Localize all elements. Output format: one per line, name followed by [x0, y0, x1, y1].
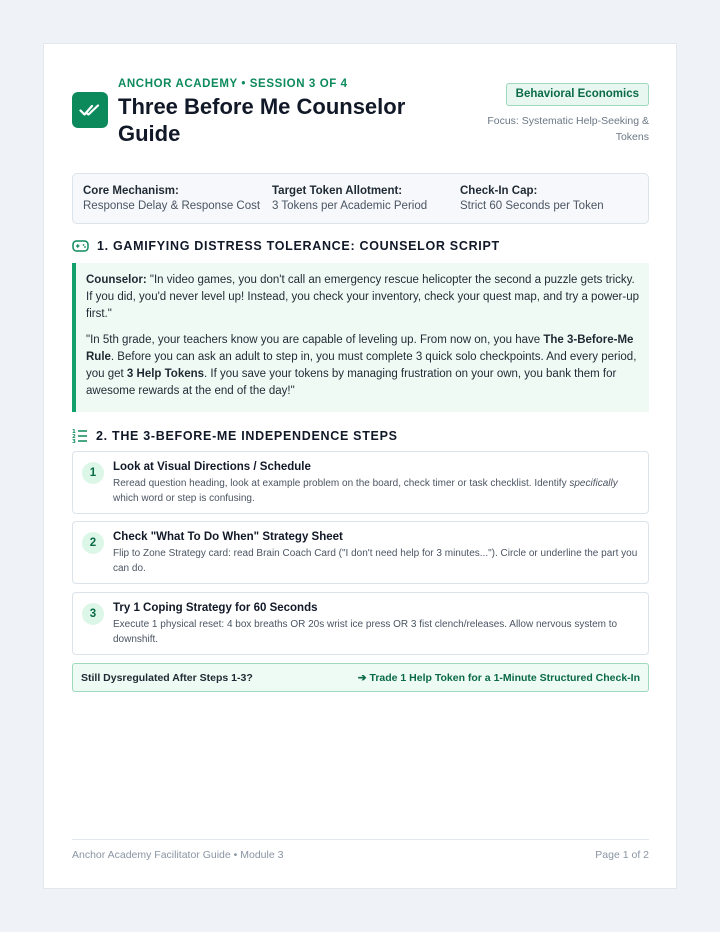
escalation-condition: Still Dysregulated After Steps 1-3? — [81, 672, 253, 684]
topic-badge: Behavioral Economics — [506, 83, 649, 106]
section-1-title: 1. GAMIFYING DISTRESS TOLERANCE: COUNSELOR SCRIPT — [97, 239, 500, 253]
script-paragraph-1 — [86, 272, 639, 323]
step-description — [113, 477, 643, 506]
step-card — [72, 451, 649, 514]
stat-core-mechanism — [83, 184, 260, 214]
token-count: 3 Help Tokens — [126, 368, 205, 380]
section-2-title: 2. THE 3-BEFORE-ME INDEPENDENCE STEPS — [96, 428, 398, 443]
step-number: 2 — [82, 532, 104, 554]
numbered-list-icon — [72, 428, 88, 443]
svg-text:2: 2 — [72, 434, 77, 440]
stat-value: Response Delay & Response Cost — [83, 200, 261, 212]
stat-token-allotment — [272, 184, 427, 214]
focus-note: Focus: Systematic Help-Seeking & Tokens — [487, 115, 649, 143]
counselor-script — [72, 263, 649, 412]
step-description: Flip to Zone Strategy card: read Brain Coach Card ("I don't need help for 3 minutes..."). Circle or underline the part you can do. — [113, 548, 638, 574]
session-kicker: ANCHOR ACADEMY • SESSION 3 OF 4 — [118, 78, 348, 90]
document-header — [72, 76, 649, 158]
footer-left: Anchor Academy Facilitator Guide • Module 3 — [72, 849, 284, 861]
escalation-action: ➔ Trade 1 Help Token for a 1-Minute Structured Check-In — [357, 672, 640, 684]
stat-value: Strict 60 Seconds per Token — [460, 200, 604, 212]
step-card — [72, 592, 649, 655]
stat-check-in-cap — [460, 184, 604, 214]
step-title: Look at Visual Directions / Schedule — [113, 461, 311, 473]
step-card — [72, 521, 649, 584]
page-number: Page 1 of 2 — [595, 849, 649, 861]
svg-text:3: 3 — [72, 439, 77, 443]
gamepad-icon — [72, 240, 89, 252]
script-text: "In video games, you don't call an emergency rescue helicopter the second a puzzle gets tricky. If you did, you'd never level up! Instead, you check your inventory, check your quest map, and try a power-up first." — [86, 274, 640, 320]
stat-label: Check-In Cap: — [460, 185, 538, 197]
step-number: 1 — [82, 462, 104, 484]
script-paragraph-2 — [86, 332, 639, 400]
step-title: Try 1 Coping Strategy for 60 Seconds — [113, 602, 318, 614]
svg-text:1: 1 — [72, 429, 77, 435]
section-1-heading — [72, 239, 500, 253]
step-title: Check "What To Do When" Strategy Sheet — [113, 531, 343, 543]
section-2-heading — [72, 428, 398, 443]
document-page — [43, 43, 677, 889]
stat-label: Core Mechanism: — [83, 185, 179, 197]
step-number: 3 — [82, 603, 104, 625]
script-text: . Before you can ask an adult to step in, you must complete 3 quick solo checkpoints. And every period, you get — [86, 351, 637, 380]
step-text: Reread question heading, look at example problem on the board, check timer or task checklist. Identify — [113, 478, 570, 489]
footer-divider — [72, 839, 649, 840]
step-text: which word or step is confusing. — [113, 492, 255, 504]
script-text: "In 5th grade, your teachers know you are capable of leveling up. From now on, you have — [86, 334, 544, 346]
speaker-label: Counselor: — [86, 274, 147, 286]
stat-value: 3 Tokens per Academic Period — [272, 200, 428, 212]
escalation-bar — [72, 663, 649, 692]
script-text: . If you save your tokens by managing frustration on your own, you bank them for awesome rewards at the end of the day!" — [86, 368, 617, 397]
step-emphasis: specifically — [569, 478, 618, 489]
double-check-icon — [72, 92, 108, 128]
step-description: Execute 1 physical reset: 4 box breaths OR 20s wrist ice press OR 3 fist clench/releases. Allow nervous system to downshift. — [113, 619, 618, 645]
page-title: Three Before Me Counselor Guide — [118, 94, 406, 146]
stat-label: Target Token Allotment: — [272, 185, 403, 197]
rule-name: The 3-Before-Me Rule — [86, 334, 634, 363]
mechanism-summary — [72, 173, 649, 224]
